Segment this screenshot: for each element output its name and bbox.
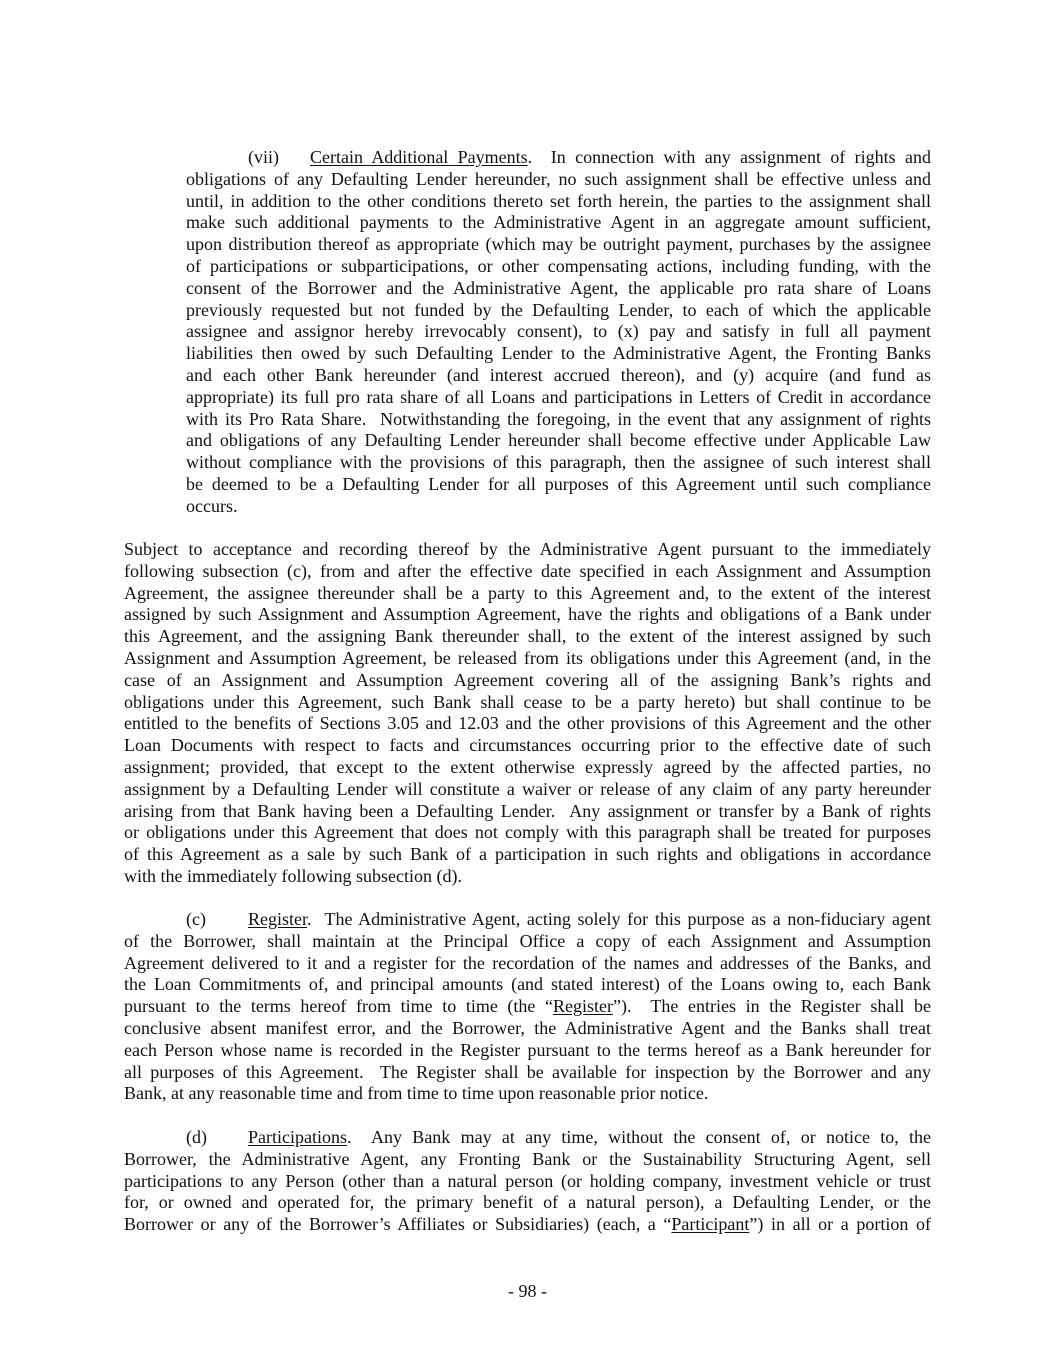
- text-segment: Borrower or any of the Borrower’s Affiliates or Subsidiaries) (each, a “: [124, 1214, 672, 1235]
- line-text: of this Agreement as a sale by such Bank of a participation in such rights and obligations in accordance: [124, 844, 931, 865]
- paragraph-c-register: [124, 909, 931, 1105]
- text-line: [186, 278, 931, 300]
- text-line: [186, 409, 931, 431]
- section-label: (d): [186, 1127, 207, 1147]
- defined-term: Register: [553, 996, 614, 1017]
- text-line: [186, 191, 931, 213]
- line-text: obligations of any Defaulting Lender hereunder, no such assignment shall be effective unless and: [186, 168, 931, 189]
- line-text: occurs.: [186, 495, 238, 516]
- line-text: for, or owned and operated for, the primary benefit of a natural person), a Defaulting Lender, or the: [124, 1192, 931, 1213]
- line-text: appropriate) its full pro rata share of all Loans and participations in Letters of Credit in accordance: [186, 386, 931, 407]
- line-text: [248, 909, 931, 931]
- line-text: of participations or subparticipations, or other compensating actions, including funding, with the: [186, 255, 931, 276]
- line-text: all purposes of this Agreement. The Register shall be available for inspection by the Borrower and any: [124, 1061, 931, 1082]
- text-line: [124, 1149, 931, 1171]
- text-line: [124, 1040, 931, 1062]
- section-label: (c): [186, 909, 206, 929]
- text-line: [124, 561, 931, 583]
- line-text: [124, 996, 931, 1018]
- line-text: and each other Bank hereunder (and interest accrued thereon), and (y) acquire (and fund as: [186, 364, 931, 385]
- line-text: Subject to acceptance and recording thereof by the Administrative Agent pursuant to the immediately: [124, 539, 931, 559]
- line-text: previously requested but not funded by the Defaulting Lender, to each of which the applicable: [186, 299, 931, 320]
- line-text: entitled to the benefits of Sections 3.05 and 12.03 and the other provisions of this Agreement and the other: [124, 713, 931, 734]
- defined-term: Certain Additional Payments: [310, 147, 528, 167]
- line-text: obligations under this Agreement, such Bank shall cease to be a party hereto) but shall continue to be: [124, 691, 931, 712]
- text-line: [186, 321, 931, 343]
- line-text: [248, 1127, 931, 1149]
- text-line: [124, 583, 931, 605]
- text-line: [124, 735, 931, 757]
- line-text: with its Pro Rata Share. Notwithstanding the foregoing, in the event that any assignment of rights: [186, 408, 931, 429]
- text-line: [124, 1018, 931, 1040]
- text-line: [124, 931, 931, 953]
- defined-term: Register: [248, 909, 307, 929]
- line-text: Assignment and Assumption Agreement, be released from its obligations under this Agreement (and, in the: [124, 647, 931, 668]
- text-line: [186, 365, 931, 387]
- text-line: [124, 801, 931, 823]
- line-text: Borrower, the Administrative Agent, any Fronting Bank or the Sustainability Structuring Agent, sell: [124, 1148, 931, 1169]
- line-text: consent of the Borrower and the Administrative Agent, the applicable pro rata share of Loans: [186, 277, 931, 298]
- defined-term: Participant: [671, 1214, 750, 1235]
- text-line: [124, 670, 931, 692]
- line-text: assignment by a Defaulting Lender will constitute a waiver or release of any claim of any party hereunder: [124, 778, 931, 799]
- text-line: [124, 909, 931, 931]
- section-label: (vii): [248, 147, 279, 167]
- text-line: [186, 452, 931, 474]
- text-line: [186, 300, 931, 322]
- line-text: the Loan Commitments of, and principal amounts (and stated interest) of the Loans owing to, each Bank: [124, 974, 931, 995]
- line-text: Agreement delivered to it and a register for the recordation of the names and addresses of the Banks, and: [124, 952, 931, 973]
- text-line: [124, 626, 931, 648]
- line-text: case of an Assignment and Assumption Agreement covering all of the assigning Bank’s rights and: [124, 669, 931, 690]
- text-segment: . In connection with any assignment of rights and: [527, 147, 931, 167]
- text-segment: pursuant to the terms hereof from time to time (the “: [124, 996, 554, 1017]
- line-text: each Person whose name is recorded in the Register pursuant to the terms hereof as a Bank hereunder for: [124, 1039, 931, 1060]
- line-text: without compliance with the provisions of this paragraph, then the assignee of such interest shall: [186, 452, 931, 473]
- line-text: [124, 1214, 931, 1236]
- text-line: [186, 147, 931, 169]
- text-line: [124, 757, 931, 779]
- line-text: be deemed to be a Defaulting Lender for all purposes of this Agreement until such compliance: [186, 473, 931, 494]
- line-text: of the Borrower, shall maintain at the Principal Office a copy of each Assignment and Assumption: [124, 930, 931, 951]
- line-text: until, in addition to the other conditions thereto set forth herein, the parties to the assignment shall: [186, 190, 931, 211]
- text-line: [124, 648, 931, 670]
- line-text: make such additional payments to the Administrative Agent in an aggregate amount sufficient,: [186, 212, 931, 233]
- line-text: this Agreement, and the assigning Bank thereunder shall, to the extent of the interest assigned by such: [124, 626, 931, 647]
- line-text: and obligations of any Defaulting Lender hereunder shall become effective under Applicable Law: [186, 430, 931, 451]
- text-line: [186, 256, 931, 278]
- text-segment: ”) in all or a portion of: [749, 1214, 931, 1235]
- text-line: [186, 343, 931, 365]
- defined-term: Participations: [248, 1127, 347, 1147]
- paragraph-d-participations: [124, 1127, 931, 1236]
- page-number: - 98 -: [508, 1281, 547, 1301]
- paragraph-assignment-effect: [124, 539, 931, 888]
- line-text: arising from that Bank having been a Defaulting Lender. Any assignment or transfer by a Bank of rights: [124, 800, 931, 821]
- text-line: [186, 430, 931, 452]
- text-segment: . Any Bank may at any time, without the consent of, or notice to, the: [346, 1127, 931, 1147]
- text-line: [186, 169, 931, 191]
- line-text: following subsection (c), from and after the effective date specified in each Assignment and Assumption: [124, 560, 931, 581]
- line-text: upon distribution thereof as appropriate (which may be outright payment, purchases by the assignee: [186, 234, 931, 255]
- text-line: [124, 1083, 931, 1105]
- line-text: liabilities then owed by such Defaulting Lender to the Administrative Agent, the Fronting Banks: [186, 343, 931, 364]
- text-line: [124, 953, 931, 975]
- line-text: assignment; provided, that except to the extent otherwise expressly agreed by the affected parties, no: [124, 756, 931, 777]
- text-line: [124, 1171, 931, 1193]
- text-line: [124, 604, 931, 626]
- line-text: [310, 147, 931, 169]
- text-line: [124, 539, 931, 561]
- line-text: assignee and assignor hereby irrevocably consent), to (x) pay and satisfy in full all payment: [186, 321, 931, 342]
- text-line: [124, 692, 931, 714]
- text-line: [124, 713, 931, 735]
- line-text: with the immediately following subsection (d).: [124, 865, 462, 886]
- text-line: [124, 822, 931, 844]
- text-line: [124, 1127, 931, 1149]
- text-segment: . The Administrative Agent, acting solely for this purpose as a non-fiduciary agent: [307, 909, 931, 929]
- line-text: Loan Documents with respect to facts and circumstances occurring prior to the effective date of such: [124, 735, 931, 756]
- line-text: or obligations under this Agreement that does not comply with this paragraph shall be treated for purposes: [124, 822, 931, 843]
- text-line: [186, 496, 931, 518]
- text-line: [124, 1192, 931, 1214]
- text-line: [186, 387, 931, 409]
- text-line: [124, 974, 931, 996]
- text-line: [124, 996, 931, 1018]
- paragraph-vii-certain-additional-payments: [186, 147, 931, 518]
- line-text: Agreement, the assignee thereunder shall be a party to this Agreement and, to the extent of the interest: [124, 582, 931, 603]
- text-line: [186, 212, 931, 234]
- text-line: [124, 779, 931, 801]
- line-text: Bank, at any reasonable time and from time to time upon reasonable prior notice.: [124, 1083, 709, 1104]
- text-line: [124, 866, 931, 888]
- line-text: conclusive absent manifest error, and the Borrower, the Administrative Agent and the Banks shall treat: [124, 1017, 931, 1038]
- text-line: [186, 234, 931, 256]
- text-line: [124, 844, 931, 866]
- text-line: [124, 1062, 931, 1084]
- line-text: participations to any Person (other than a natural person (or holding company, investment vehicle or trust: [124, 1170, 931, 1191]
- line-text: assigned by such Assignment and Assumption Agreement, have the rights and obligations of a Bank under: [124, 604, 931, 625]
- text-segment: ”). The entries in the Register shall be: [613, 996, 931, 1017]
- text-line: [124, 1214, 931, 1236]
- text-line: [186, 474, 931, 496]
